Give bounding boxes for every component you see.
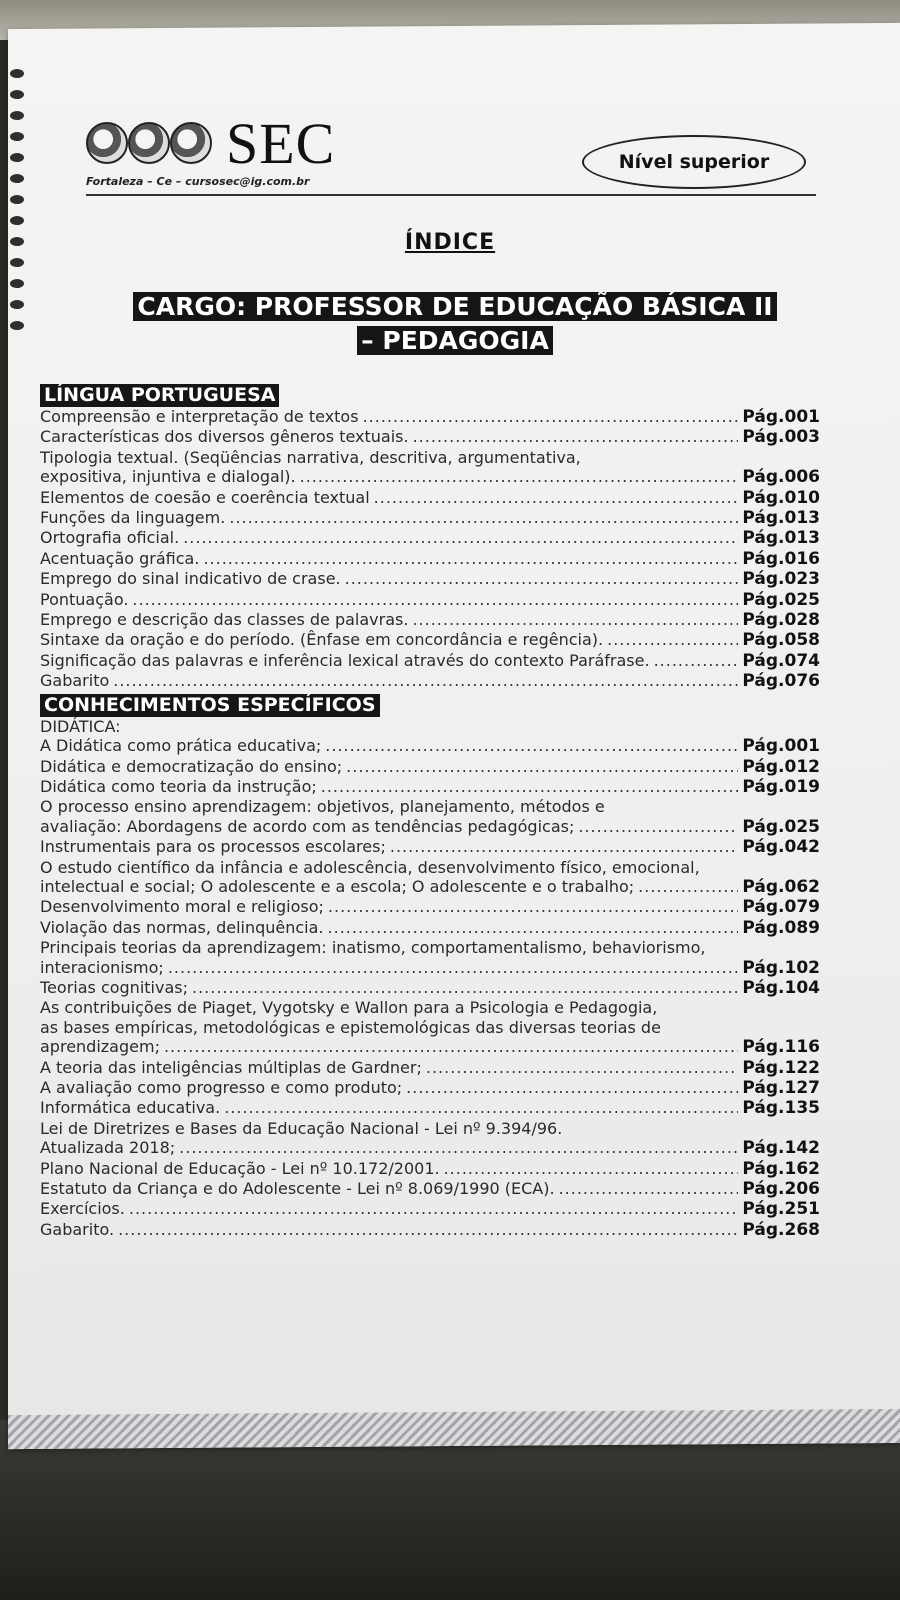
toc-entry-text: aprendizagem; — [40, 1037, 160, 1057]
toc-page-number: Pág.001 — [742, 736, 820, 757]
toc-page-number: Pág.076 — [742, 671, 820, 692]
toc-entry-text-line: As contribuições de Piaget, Vygotsky e Wallon para a Psicologia e Pedagogia, — [40, 998, 658, 1018]
binding-ring — [10, 153, 24, 162]
toc-entry — [40, 1159, 820, 1179]
toc-entry — [40, 448, 820, 488]
toc-entry-text: Plano Nacional de Educação - Lei nº 10.172/2001. — [40, 1158, 440, 1178]
toc-page-number: Pág.142 — [742, 1138, 820, 1159]
toc-page-number: Pág.162 — [742, 1158, 820, 1179]
toc-entry — [40, 897, 820, 917]
toc-entry-text: A Didática como prática educativa; — [40, 736, 322, 756]
toc-entry-text: interacionismo; — [40, 957, 164, 977]
subsection-heading: DIDÁTICA: — [40, 716, 121, 736]
dot-leader — [444, 1159, 739, 1178]
toc-page-number: Pág.089 — [742, 917, 820, 938]
toc-page-number: Pág.019 — [742, 776, 820, 797]
toc-page-number: Pág.104 — [742, 977, 820, 998]
table-of-contents — [40, 382, 820, 1240]
toc-entry-text: Características dos diversos gêneros textuais. — [40, 427, 409, 447]
dot-leader — [390, 837, 739, 856]
toc-page-number: Pág.135 — [742, 1098, 820, 1119]
toc-entry-text: Violação das normas, delinquência. — [40, 917, 324, 937]
dot-leader — [559, 1179, 739, 1198]
section-heading: LÍNGUA PORTUGUESA — [40, 384, 279, 407]
toc-entry — [40, 998, 820, 1057]
toc-entry-text: Sintaxe da oração e do período. (Ênfase em concordância e regência). — [40, 630, 604, 650]
toc-entry-text: Desenvolvimento moral e religioso; — [40, 897, 324, 917]
toc-entry-text: Acentuação gráfica. — [40, 548, 200, 568]
dot-leader — [300, 467, 739, 486]
binding-ring — [10, 321, 24, 330]
header-divider — [86, 194, 816, 196]
dot-leader — [325, 736, 738, 755]
toc-entry — [40, 938, 820, 978]
toc-entry — [40, 1220, 820, 1240]
toc-entry — [40, 777, 820, 797]
index-title: ÍNDICE — [404, 230, 496, 255]
toc-entry-text: A teoria das inteligências múltiplas de Gardner; — [40, 1057, 422, 1077]
toc-entry-text: Pontuação. — [40, 589, 129, 609]
toc-entry — [40, 590, 820, 610]
toc-entry-text: Estatuto da Criança e do Adolescente - Lei nº 8.069/1990 (ECA). — [40, 1179, 555, 1199]
globe-logo-icon — [128, 122, 170, 164]
toc-entry — [40, 858, 820, 898]
toc-entry-text: Significação das palavras e inferência lexical através do contexto Paráfrase. — [40, 650, 650, 670]
toc-entry — [40, 1119, 820, 1159]
dot-leader — [413, 427, 739, 446]
toc-entry-text: intelectual e social; O adolescente e a escola; O adolescente e o trabalho; — [40, 876, 635, 896]
toc-entry-text: Elementos de coesão e coerência textual — [40, 487, 370, 507]
toc-entry — [40, 651, 820, 671]
dot-leader — [224, 1098, 738, 1117]
toc-entry-text-line: as bases empíricas, metodológicas e epistemológicas das diversas teorias de — [40, 1017, 661, 1037]
toc-entry-text: Compreensão e interpretação de textos — [40, 407, 359, 426]
dot-leader — [426, 1058, 739, 1077]
toc-page-number: Pág.206 — [742, 1179, 820, 1200]
toc-page-number: Pág.116 — [742, 1037, 820, 1058]
logo-subtitle: Fortaleza – Ce – cursosec@ig.com.br — [86, 175, 310, 188]
toc-page-number: Pág.012 — [742, 756, 820, 777]
dot-leader — [346, 757, 738, 776]
dot-leader — [229, 508, 738, 527]
spiral-binding — [8, 69, 28, 369]
toc-entry-text: Gabarito. — [40, 1219, 115, 1239]
toc-page-number: Pág.074 — [742, 650, 820, 671]
dot-leader — [129, 1199, 739, 1218]
dot-leader — [118, 1220, 738, 1239]
cargo-title-line2: – PEDAGOGIA — [357, 326, 553, 355]
binding-ring — [10, 258, 24, 267]
globe-logo-icon — [86, 122, 128, 164]
toc-page-number: Pág.062 — [742, 876, 820, 897]
level-badge: Nível superior — [582, 135, 806, 189]
section-heading: CONHECIMENTOS ESPECÍFICOS — [40, 694, 380, 717]
toc-entry — [40, 797, 820, 837]
dot-leader — [578, 817, 738, 836]
toc-page-number: Pág.016 — [742, 548, 820, 569]
toc-entry — [40, 407, 820, 427]
toc-entry — [40, 549, 820, 569]
binding-ring — [10, 69, 24, 78]
toc-page-number: Pág.003 — [742, 427, 820, 448]
dot-leader — [183, 528, 738, 547]
dot-leader — [168, 958, 739, 977]
toc-page-number: Pág.013 — [742, 528, 820, 549]
dot-leader — [179, 1138, 738, 1157]
binding-ring — [10, 216, 24, 225]
dot-leader — [113, 671, 738, 690]
binding-ring — [10, 279, 24, 288]
toc-entry-text-line: O processo ensino aprendizagem: objetivos, planejamento, métodos e — [40, 797, 605, 817]
dot-leader — [345, 569, 739, 588]
toc-page-number: Pág.001 — [742, 407, 820, 427]
dot-leader — [406, 1078, 738, 1097]
dot-leader — [328, 918, 739, 937]
toc-page-number: Pág.127 — [742, 1078, 820, 1098]
toc-entry-text: A avaliação como progresso e como produto; — [40, 1078, 403, 1097]
toc-entry-text: Didática como teoria da instrução; — [40, 776, 317, 796]
toc-entry — [40, 630, 820, 650]
toc-entry-text: Didática e democratização do ensino; — [40, 756, 343, 776]
dot-leader — [132, 590, 738, 609]
toc-entry — [40, 488, 820, 508]
toc-entry-text: Exercícios. — [40, 1199, 125, 1219]
toc-entry-text: Emprego do sinal indicativo de crase. — [40, 569, 341, 589]
dot-leader — [363, 407, 739, 426]
toc-entry-text: Funções da linguagem. — [40, 508, 226, 528]
binding-ring — [10, 195, 24, 204]
toc-entry-text-line: O estudo científico da infância e adolescência, desenvolvimento físico, emocional, — [40, 857, 700, 877]
toc-entry — [40, 918, 820, 938]
dot-leader — [638, 877, 738, 896]
toc-entry — [40, 528, 820, 548]
toc-page-number: Pág.023 — [742, 569, 820, 590]
toc-entry-text-line: Lei de Diretrizes e Bases da Educação Nacional - Lei nº 9.394/96. — [40, 1118, 563, 1138]
toc-entry — [40, 508, 820, 528]
toc-entry-text: Teorias cognitivas; — [40, 977, 188, 997]
toc-page-number: Pág.251 — [742, 1199, 820, 1220]
binding-ring — [10, 174, 24, 183]
toc-entry — [40, 1078, 820, 1098]
toc-entry-text: Emprego e descrição das classes de palavras. — [40, 610, 409, 630]
toc-entry — [40, 1058, 820, 1078]
binding-ring — [10, 300, 24, 309]
toc-page-number: Pág.268 — [742, 1219, 820, 1240]
toc-page-number: Pág.025 — [742, 816, 820, 837]
dot-leader — [412, 610, 738, 629]
document-header — [76, 90, 826, 190]
toc-entry-text: Gabarito — [40, 671, 110, 691]
toc-entry-text: avaliação: Abordagens de acordo com as tendências pedagógicas; — [40, 816, 575, 836]
toc-entry — [40, 1179, 820, 1199]
toc-entry — [40, 610, 820, 630]
cargo-title — [90, 290, 820, 358]
toc-entry — [40, 427, 820, 447]
toc-entry — [40, 757, 820, 777]
binding-ring — [10, 111, 24, 120]
toc-page-number: Pág.122 — [742, 1057, 820, 1078]
toc-page-number: Pág.102 — [742, 957, 820, 978]
toc-page-number: Pág.042 — [742, 837, 820, 858]
toc-entry-text: Informática educativa. — [40, 1098, 221, 1118]
toc-page-number: Pág.010 — [742, 487, 820, 508]
dot-leader — [203, 549, 738, 568]
toc-entry — [40, 1199, 820, 1219]
toc-entry-text-line: Principais teorias da aprendizagem: inatismo, comportamentalismo, behaviorismo, — [40, 938, 706, 958]
dot-leader — [192, 978, 738, 997]
toc-page-number: Pág.028 — [742, 610, 820, 631]
toc-entry — [40, 736, 820, 756]
logo-text: SEC — [226, 111, 336, 176]
dot-leader — [321, 777, 739, 796]
toc-entry-text: Atualizada 2018; — [40, 1138, 176, 1158]
dot-leader — [607, 630, 738, 649]
cargo-title-line1: CARGO: PROFESSOR DE EDUCAÇÃO BÁSICA II — [133, 292, 776, 321]
toc-entry — [40, 569, 820, 589]
binding-ring — [10, 132, 24, 141]
globe-logo-icon — [170, 122, 212, 164]
dot-leader — [374, 488, 739, 507]
page-stack-edge — [8, 1409, 900, 1449]
dot-leader — [654, 651, 739, 670]
toc-entry — [40, 978, 820, 998]
toc-entry — [40, 837, 820, 857]
toc-page-number: Pág.058 — [742, 630, 820, 651]
toc-entry — [40, 1098, 820, 1118]
toc-entry-text: Ortografia oficial. — [40, 528, 180, 548]
toc-page-number: Pág.006 — [742, 467, 820, 488]
binding-ring — [10, 90, 24, 99]
dot-leader — [164, 1037, 738, 1056]
toc-entry-text-line: Tipologia textual. (Seqüências narrativa, descritiva, argumentativa, — [40, 447, 581, 467]
toc-page-number: Pág.013 — [742, 508, 820, 529]
toc-page-number: Pág.079 — [742, 897, 820, 918]
toc-entry — [40, 671, 820, 691]
toc-entry-text: expositiva, injuntiva e dialogal). — [40, 467, 296, 487]
dot-leader — [328, 897, 739, 916]
toc-entry-text: Instrumentais para os processos escolares; — [40, 837, 386, 857]
toc-page-number: Pág.025 — [742, 589, 820, 610]
